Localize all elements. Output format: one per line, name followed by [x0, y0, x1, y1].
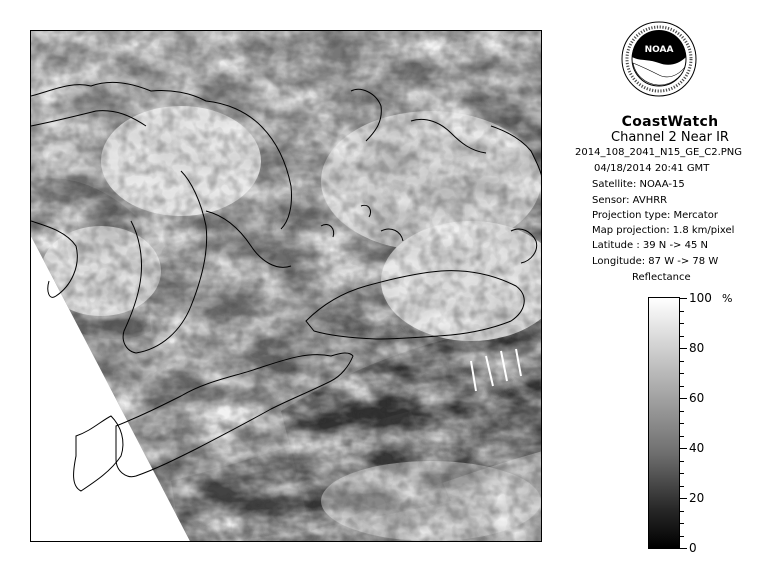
colorbar-tick — [680, 536, 684, 537]
colorbar-tick — [680, 486, 684, 487]
colorbar-tick — [680, 298, 687, 299]
colorbar-tick — [680, 473, 684, 474]
noaa-logo-icon — [621, 21, 697, 97]
colorbar-tick-label: 20 — [689, 491, 705, 505]
colorbar-tick — [680, 436, 684, 437]
colorbar-tick — [680, 398, 687, 399]
colorbar-tick — [680, 523, 684, 524]
info-satellite: Satellite: NOAA-15 — [592, 179, 685, 190]
colorbar-tick-label: 0 — [689, 541, 697, 555]
colorbar-tick — [680, 498, 687, 499]
info-sensor: Sensor: AVHRR — [592, 195, 668, 206]
product-title: CoastWatch — [621, 114, 719, 130]
reflectance-colorbar — [648, 297, 680, 549]
info-projection-type: Projection type: Mercator — [592, 210, 718, 221]
info-latitude: Latitude : 39 N -> 45 N — [592, 240, 708, 251]
logo-text: NOAA — [644, 45, 674, 55]
colorbar-tick — [680, 423, 684, 424]
colorbar-tick-label: 60 — [689, 391, 705, 405]
colorbar-tick — [680, 348, 687, 349]
colorbar-tick — [680, 511, 684, 512]
info-longitude: Longitude: 87 W -> 78 W — [592, 256, 719, 267]
info-map-projection: Map projection: 1.8 km/pixel — [592, 225, 735, 236]
imagery-swath — [31, 31, 542, 542]
channel-subtitle: Channel 2 Near IR — [611, 130, 729, 145]
colorbar-tick — [680, 411, 684, 412]
colorbar-tick — [680, 361, 684, 362]
colorbar-tick-label: 100 — [689, 291, 712, 305]
satellite-image-svg — [31, 31, 542, 542]
colorbar-tick — [680, 373, 684, 374]
colorbar-tick — [680, 311, 684, 312]
colorbar-tick — [680, 336, 684, 337]
colorbar-tick-label: 40 — [689, 441, 705, 455]
legend-title: Reflectance — [632, 272, 691, 283]
info-datetime: 04/18/2014 20:41 GMT — [594, 163, 710, 174]
colorbar-tick — [680, 386, 684, 387]
colorbar-tick — [680, 448, 687, 449]
colorbar-tick-label: 80 — [689, 341, 705, 355]
satellite-image — [30, 30, 542, 542]
info-filename: 2014_108_2041_N15_GE_C2.PNG — [575, 147, 743, 158]
colorbar-tick — [680, 323, 684, 324]
colorbar-tick — [680, 548, 687, 549]
legend-unit: % — [722, 292, 733, 305]
colorbar-tick — [680, 461, 684, 462]
